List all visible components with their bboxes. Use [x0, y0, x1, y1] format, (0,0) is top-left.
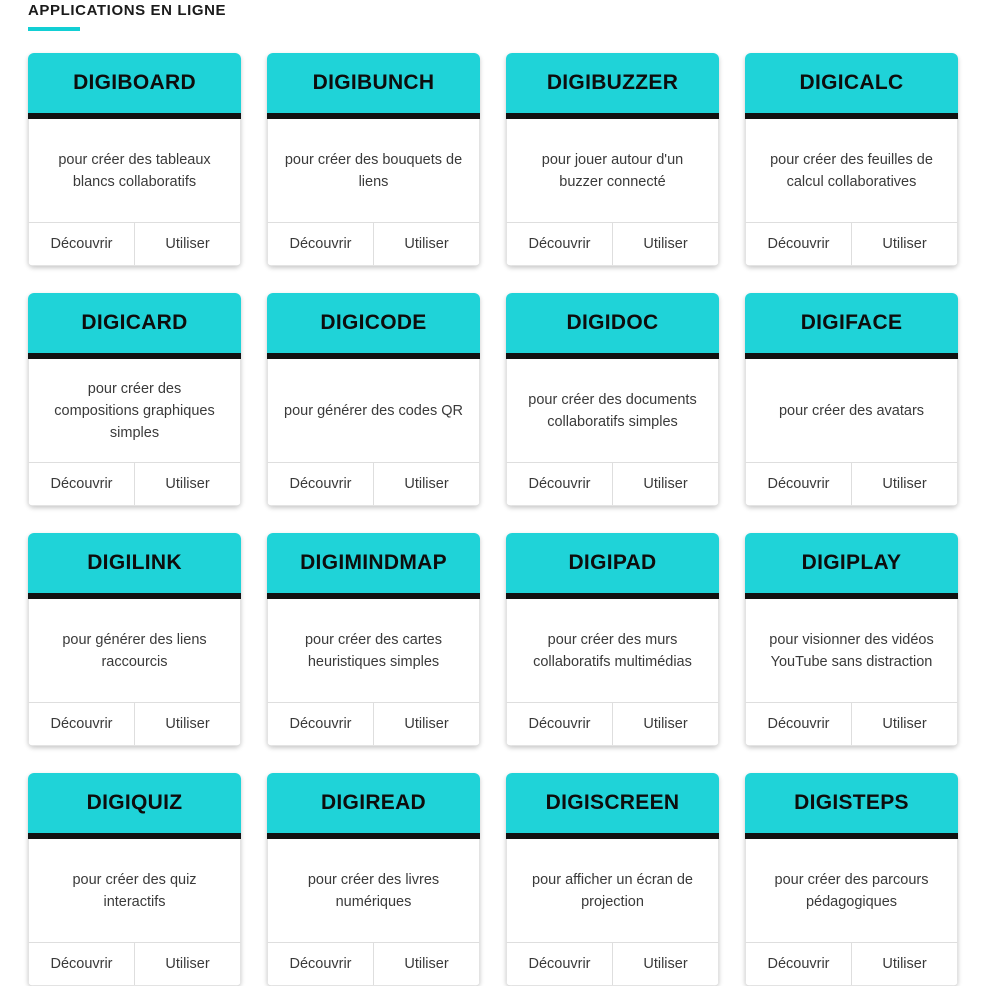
app-title: DIGIPAD — [568, 551, 657, 574]
discover-button[interactable]: Découvrir — [746, 703, 851, 745]
use-button[interactable]: Utiliser — [373, 943, 479, 985]
app-card-header — [267, 293, 480, 359]
discover-button[interactable]: Découvrir — [507, 223, 612, 265]
app-card-actions — [506, 702, 719, 746]
app-title: DIGILINK — [87, 551, 182, 574]
app-card-body — [506, 599, 719, 702]
app-card — [28, 773, 241, 986]
app-card-header — [745, 533, 958, 599]
app-card-body — [745, 839, 958, 942]
use-button[interactable]: Utiliser — [851, 463, 957, 505]
app-description: pour créer des feuilles de calcul collaboratives — [770, 151, 933, 190]
app-card-body — [28, 119, 241, 222]
applications-grid — [28, 53, 965, 986]
app-title: DIGIBUNCH — [312, 71, 435, 94]
use-button[interactable]: Utiliser — [134, 703, 240, 745]
app-card — [745, 533, 958, 746]
app-title: DIGISCREEN — [545, 791, 680, 814]
app-title: DIGIQUIZ — [86, 791, 183, 814]
app-description: pour générer des codes QR — [284, 402, 463, 419]
use-button[interactable]: Utiliser — [612, 703, 718, 745]
use-button[interactable]: Utiliser — [851, 943, 957, 985]
discover-button[interactable]: Découvrir — [507, 703, 612, 745]
app-card-actions — [506, 942, 719, 986]
app-card — [506, 293, 719, 506]
discover-button[interactable]: Découvrir — [29, 223, 134, 265]
use-button[interactable]: Utiliser — [612, 223, 718, 265]
app-description: pour créer des cartes heuristiques simples — [304, 631, 442, 670]
app-description: pour créer des livres numériques — [307, 871, 440, 910]
app-card-actions — [28, 462, 241, 506]
app-card-header — [745, 293, 958, 359]
app-card-body — [267, 839, 480, 942]
app-description: pour créer des documents collaboratifs simples — [528, 391, 697, 430]
app-card-header — [28, 53, 241, 119]
app-card-header — [506, 773, 719, 839]
discover-button[interactable]: Découvrir — [268, 703, 373, 745]
app-card-header — [28, 533, 241, 599]
app-title: DIGIBOARD — [73, 71, 196, 94]
app-card-body — [28, 599, 241, 702]
app-card-body — [745, 119, 958, 222]
app-card-body — [506, 119, 719, 222]
app-description: pour créer des tableaux blancs collaboratifs — [58, 151, 211, 190]
app-card-body — [745, 359, 958, 462]
app-card-header — [28, 773, 241, 839]
app-title: DIGICALC — [799, 71, 904, 94]
app-card — [506, 533, 719, 746]
app-card — [28, 53, 241, 266]
app-card-actions — [267, 462, 480, 506]
app-card-body — [506, 839, 719, 942]
app-card-body — [28, 839, 241, 942]
app-card-actions — [267, 942, 480, 986]
discover-button[interactable]: Découvrir — [507, 943, 612, 985]
app-title: DIGIPLAY — [801, 551, 902, 574]
app-card-header — [267, 533, 480, 599]
app-card-actions — [28, 222, 241, 266]
discover-button[interactable]: Découvrir — [29, 463, 134, 505]
discover-button[interactable]: Découvrir — [268, 223, 373, 265]
app-card-header — [506, 533, 719, 599]
page-title: APPLICATIONS EN LIGNE — [28, 2, 227, 19]
discover-button[interactable]: Découvrir — [29, 943, 134, 985]
app-card-body — [28, 359, 241, 462]
app-card-actions — [506, 462, 719, 506]
app-card-header — [267, 773, 480, 839]
app-title: DIGICARD — [81, 311, 188, 334]
app-description: pour afficher un écran de projection — [532, 871, 693, 910]
app-card-actions — [267, 702, 480, 746]
use-button[interactable]: Utiliser — [851, 223, 957, 265]
app-card — [745, 773, 958, 986]
use-button[interactable]: Utiliser — [134, 223, 240, 265]
app-card — [267, 773, 480, 986]
app-description: pour générer des liens raccourcis — [62, 631, 207, 670]
app-description: pour jouer autour d'un buzzer connecté — [541, 151, 684, 190]
use-button[interactable]: Utiliser — [612, 943, 718, 985]
app-description: pour visionner des vidéos YouTube sans distraction — [769, 631, 934, 670]
use-button[interactable]: Utiliser — [851, 703, 957, 745]
use-button[interactable]: Utiliser — [134, 463, 240, 505]
app-title: DIGIBUZZER — [546, 71, 679, 94]
app-description: pour créer des murs collaboratifs multimédias — [533, 631, 692, 670]
app-card-actions — [28, 942, 241, 986]
app-card-actions — [745, 462, 958, 506]
app-card-header — [745, 773, 958, 839]
use-button[interactable]: Utiliser — [373, 463, 479, 505]
app-description: pour créer des quiz interactifs — [72, 871, 197, 910]
app-card-header — [506, 293, 719, 359]
app-card-body — [506, 359, 719, 462]
app-card-body — [267, 359, 480, 462]
app-card-header — [745, 53, 958, 119]
app-card — [267, 53, 480, 266]
app-title: DIGIREAD — [320, 791, 427, 814]
discover-button[interactable]: Découvrir — [29, 703, 134, 745]
app-card-actions — [506, 222, 719, 266]
app-card — [506, 773, 719, 986]
app-card-header — [267, 53, 480, 119]
discover-button[interactable]: Découvrir — [746, 223, 851, 265]
app-card-actions — [745, 942, 958, 986]
app-card — [267, 293, 480, 506]
app-card-actions — [28, 702, 241, 746]
app-card-header — [28, 293, 241, 359]
app-card-actions — [745, 702, 958, 746]
app-description: pour créer des compositions graphiques simples — [54, 380, 215, 441]
app-card-body — [267, 119, 480, 222]
app-card — [267, 533, 480, 746]
app-description: pour créer des avatars — [778, 402, 925, 419]
app-description: pour créer des parcours pédagogiques — [774, 871, 929, 910]
app-card-header — [506, 53, 719, 119]
discover-button[interactable]: Découvrir — [746, 943, 851, 985]
app-card-body — [745, 599, 958, 702]
discover-button[interactable]: Découvrir — [268, 943, 373, 985]
use-button[interactable]: Utiliser — [134, 943, 240, 985]
app-title: DIGIDOC — [566, 311, 659, 334]
app-card-actions — [745, 222, 958, 266]
app-card-actions — [267, 222, 480, 266]
app-title: DIGISTEPS — [794, 791, 909, 814]
title-underline — [28, 27, 80, 31]
app-title: DIGICODE — [320, 311, 427, 334]
app-card — [28, 293, 241, 506]
use-button[interactable]: Utiliser — [612, 463, 718, 505]
app-card — [28, 533, 241, 746]
app-title: DIGIFACE — [800, 311, 903, 334]
discover-button[interactable]: Découvrir — [507, 463, 612, 505]
app-description: pour créer des bouquets de liens — [284, 151, 463, 190]
use-button[interactable]: Utiliser — [373, 703, 479, 745]
app-card — [506, 53, 719, 266]
use-button[interactable]: Utiliser — [373, 223, 479, 265]
app-title: DIGIMINDMAP — [300, 551, 447, 574]
app-card — [745, 53, 958, 266]
app-card — [745, 293, 958, 506]
discover-button[interactable]: Découvrir — [268, 463, 373, 505]
app-card-body — [267, 599, 480, 702]
discover-button[interactable]: Découvrir — [746, 463, 851, 505]
